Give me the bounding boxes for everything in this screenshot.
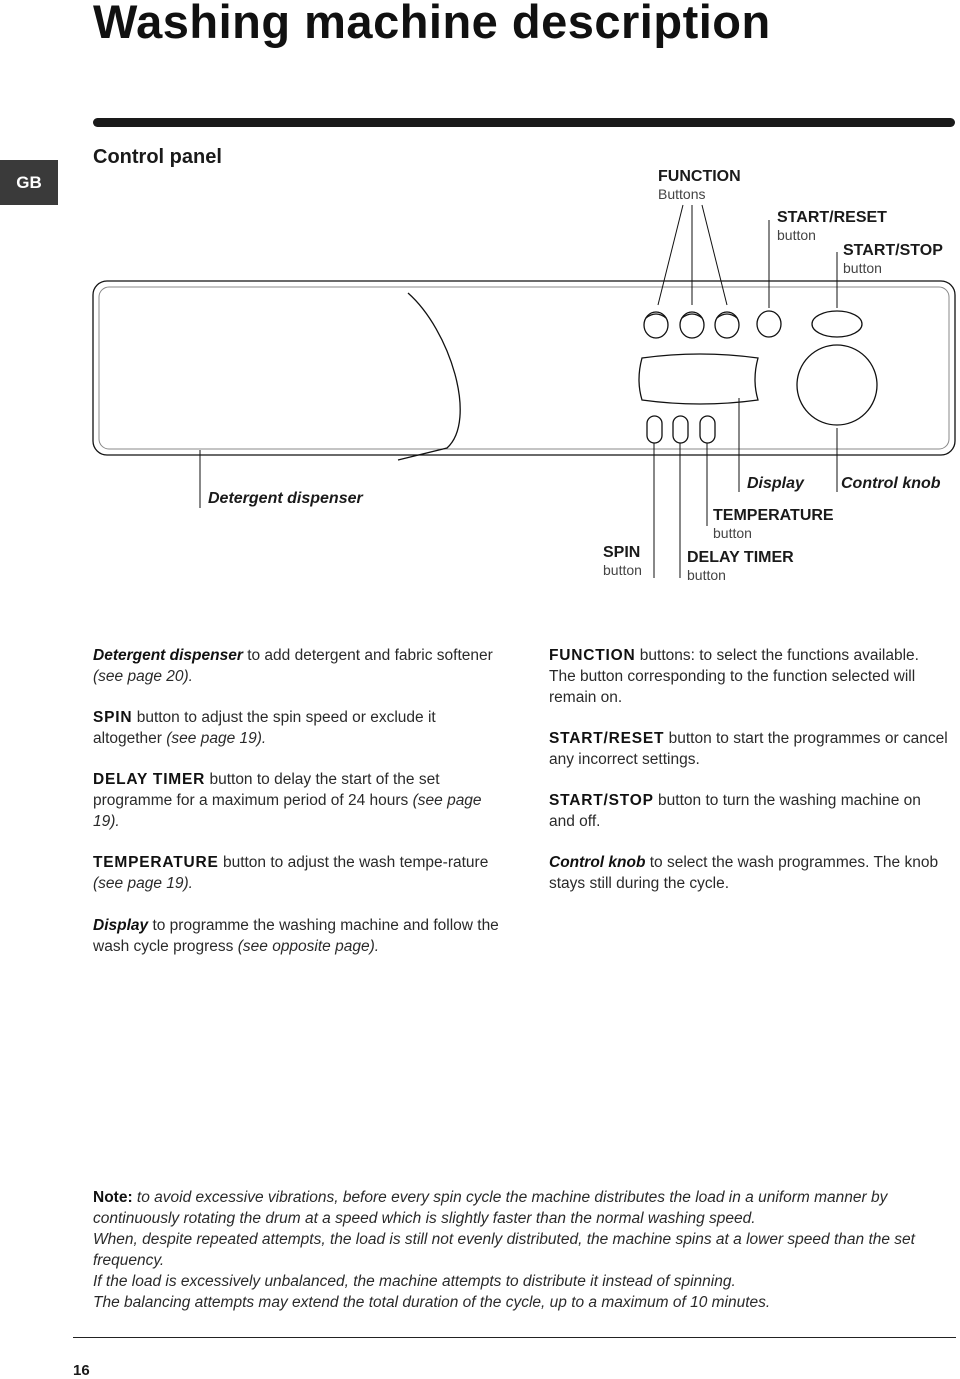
spin-button-shape: [647, 416, 662, 443]
spin-label: [603, 543, 642, 579]
note-line-4: The balancing attempts may extend the total duration of the cycle, up to a maximum of 10 minutes.: [93, 1294, 771, 1311]
language-tab: GB: [0, 160, 58, 205]
control-knob-description: [549, 852, 949, 894]
panel-outline-inner: [99, 287, 949, 449]
function-label-sub: Buttons: [658, 186, 706, 203]
detergent-dispenser-label-text: Detergent dispenser: [208, 490, 363, 507]
temperature-button-shape: [673, 416, 688, 443]
page-title: Washing machine description: [93, 0, 771, 48]
start-reset-button-shape: [757, 311, 781, 337]
delay-timer-label-name: DELAY TIMER: [687, 549, 794, 566]
delay-ref: (see page 19).: [93, 792, 482, 830]
start-stop-label-sub: button: [843, 260, 882, 277]
display-ref: (see opposite page).: [237, 938, 380, 955]
temperature-ref: (see page 19).: [93, 875, 193, 892]
spin-description: [93, 707, 501, 749]
control-knob-label-text: Control knob: [841, 475, 941, 492]
function-button-2: [680, 312, 704, 338]
start-stop-text: button to turn the washing machine on and off.: [549, 792, 921, 830]
temperature-label-name: TEMPERATURE: [713, 507, 834, 524]
function-button-3: [715, 312, 739, 338]
delay-description: [93, 769, 501, 832]
detergent-description: [93, 645, 501, 687]
control-knob-text: to select the wash programmes. The knob stays still during the cycle.: [549, 854, 939, 892]
page-number: 16: [73, 1362, 90, 1379]
display-window: [639, 354, 758, 404]
spin-text: button to adjust the spin speed or exclude it altogether: [93, 709, 436, 747]
temperature-description: [93, 852, 501, 894]
start-reset-label-name: START/RESET: [777, 209, 887, 226]
section-title: Control panel: [93, 146, 222, 168]
start-reset-text: button to start the programmes or cancel any incorrect settings.: [549, 730, 948, 768]
display-label: [747, 474, 804, 493]
display-description: [93, 915, 501, 957]
temperature-term: TEMPERATURE: [93, 854, 219, 871]
delay-timer-button-shape: [700, 416, 715, 443]
control-knob-label: [841, 474, 941, 493]
detergent-text: to add detergent and fabric softener: [242, 647, 493, 664]
note-line-2: When, despite repeated attempts, the load is still not evenly distributed, the machine spins at a lower speed than the set frequency.: [93, 1231, 915, 1269]
note-line-1-text: to avoid excessive vibrations, before every spin cycle the machine distributes the load in a uniform manner by continuously rotating the drum at a speed which is slightly faster than the normal washing speed.: [93, 1189, 888, 1227]
note-block: [93, 1187, 953, 1313]
spin-label-sub: button: [603, 562, 642, 579]
temperature-label: [713, 506, 834, 542]
delay-timer-label-sub: button: [687, 567, 726, 584]
start-reset-label-sub: button: [777, 227, 816, 244]
delay-term: DELAY TIMER: [93, 771, 206, 788]
function-buttons-label: [658, 167, 741, 203]
note-label: Note:: [93, 1189, 133, 1206]
detergent-dispenser-label: [208, 489, 363, 508]
temperature-text: button to adjust the wash tempe-rature: [218, 854, 489, 871]
display-term: Display: [93, 917, 149, 934]
note-line-3: If the load is excessively unbalanced, the machine attempts to distribute it instead of spinning.: [93, 1273, 736, 1290]
display-text: to programme the washing machine and follow the wash cycle progress: [93, 917, 499, 955]
footer-rule: [73, 1337, 956, 1338]
panel-outline-outer: [93, 281, 955, 455]
spin-ref: (see page 19).: [166, 730, 267, 747]
function-term: FUNCTION: [549, 647, 636, 664]
note-line-1: [93, 1187, 953, 1229]
start-reset-description: [549, 728, 949, 770]
dispenser-curve: [398, 293, 460, 460]
start-stop-label-name: START/STOP: [843, 242, 943, 259]
start-stop-term: START/STOP: [549, 792, 654, 809]
detergent-ref: (see page 20).: [93, 668, 193, 685]
function-label-name: FUNCTION: [658, 168, 741, 185]
start-reset-term: START/RESET: [549, 730, 665, 747]
start-reset-label: [777, 208, 887, 244]
spin-label-name: SPIN: [603, 544, 641, 561]
control-knob-shape: [797, 345, 877, 425]
start-stop-label: [843, 241, 943, 277]
function-description: [549, 645, 949, 708]
start-stop-button-shape: [812, 311, 862, 337]
delay-timer-label: [687, 548, 794, 584]
detergent-term: Detergent dispenser: [93, 647, 243, 664]
function-text: buttons: to select the functions available. The button corresponding to the function selected will remain on.: [549, 647, 919, 706]
function-button-1: [644, 312, 668, 338]
control-knob-term: Control knob: [549, 854, 646, 871]
temperature-label-sub: button: [713, 525, 752, 542]
delay-text: button to delay the start of the set programme for a maximum period of 24 hours: [93, 771, 440, 809]
start-stop-description: [549, 790, 949, 832]
display-label-text: Display: [747, 475, 804, 492]
spin-term: SPIN: [93, 709, 133, 726]
